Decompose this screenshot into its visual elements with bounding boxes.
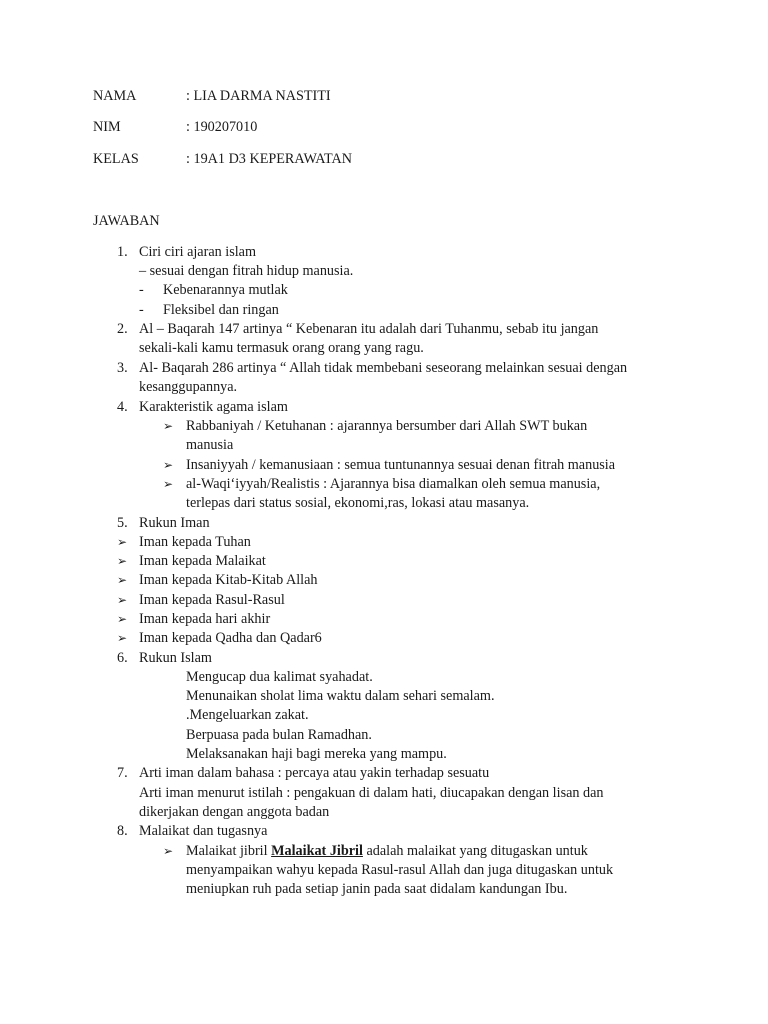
item1-line: – sesuai dengan fitrah hidup manusia. [139,263,354,279]
item-number: 4. [117,399,128,415]
arrow-bullet-icon: ➢ [163,419,174,433]
item8-line: meniupkan ruh pada setiap janin pada saat didalam kandungan Ibu. [186,881,568,897]
nama-label: NAMA [93,88,137,104]
item8-title: Malaikat dan tugasnya [139,823,268,839]
item4-bullet: Insaniyyah / kemanusiaan : semua tuntunannya sesuai denan fitrah manusia [186,457,616,473]
arrow-bullet-icon: ➢ [117,593,128,607]
item5-bullet: Iman kepada Qadha dan Qadar6 [139,630,322,646]
item5-bullet: Iman kepada Rasul-Rasul [139,592,285,608]
item5-bullet: Iman kepada hari akhir [139,611,271,627]
item6-line: Menunaikan sholat lima waktu dalam sehari semalam. [186,688,495,704]
item4-bullet: terlepas dari status sosial, ekonomi,ras, lokasi atau masanya. [186,495,530,511]
item-number: 5. [117,515,128,531]
arrow-bullet-icon: ➢ [117,631,128,645]
dash-marker: - [139,282,144,298]
item6-line: .Mengeluarkan zakat. [186,707,309,723]
item8-underlined-term: Malaikat Jibril [271,843,363,859]
item-number: 2. [117,321,128,337]
section-title: JAWABAN [93,213,160,229]
kelas-value: : 19A1 D3 KEPERAWATAN [186,151,352,167]
item8-text: Malaikat jibril [186,843,272,859]
item6-line: Berpuasa pada bulan Ramadhan. [186,727,372,743]
dash-marker: - [139,302,144,318]
item1-sub: Kebenarannya mutlak [163,282,288,298]
nim-label: NIM [93,119,121,135]
item5-bullet: Iman kepada Kitab-Kitab Allah [139,572,318,588]
item1-sub: Fleksibel dan ringan [163,302,279,318]
item-number: 6. [117,650,128,666]
item7-line: Arti iman dalam bahasa : percaya atau yakin terhadap sesuatu [139,765,490,781]
item4-bullet: Rabbaniyah / Ketuhanan : ajarannya bersumber dari Allah SWT bukan [186,418,588,434]
item6-line: Melaksanakan haji bagi mereka yang mampu. [186,746,447,762]
arrow-bullet-icon: ➢ [163,844,174,858]
item8-bullet-line [186,842,588,861]
arrow-bullet-icon: ➢ [163,477,174,491]
item5-bullet: Iman kepada Malaikat [139,553,266,569]
item1-title: Ciri ciri ajaran islam [139,244,257,260]
item2-line: Al – Baqarah 147 artinya “ Kebenaran itu adalah dari Tuhanmu, sebab itu jangan [139,321,599,337]
item3-line: Al- Baqarah 286 artinya “ Allah tidak membebani seseorang melainkan sesuai dengan [139,360,628,376]
kelas-label: KELAS [93,151,139,167]
nama-value: : LIA DARMA NASTITI [186,88,331,104]
arrow-bullet-icon: ➢ [117,535,128,549]
item8-line: menyampaikan wahyu kepada Rasul-rasul Allah dan juga ditugaskan untuk [186,862,614,878]
item7-line: dikerjakan dengan anggota badan [139,804,330,820]
item4-title: Karakteristik agama islam [139,399,288,415]
item6-line: Mengucap dua kalimat syahadat. [186,669,373,685]
item7-line: Arti iman menurut istilah : pengakuan di dalam hati, diucapakan dengan lisan dan [139,785,604,801]
arrow-bullet-icon: ➢ [117,612,128,626]
nim-value: : 190207010 [186,119,258,135]
item5-title: Rukun Iman [139,515,210,531]
item4-bullet: manusia [186,437,234,453]
item-number: 8. [117,823,128,839]
item-number: 1. [117,244,128,260]
item3-line: kesanggupannya. [139,379,238,395]
item8-text: adalah malaikat yang ditugaskan untuk [362,843,588,859]
arrow-bullet-icon: ➢ [163,458,174,472]
item-number: 3. [117,360,128,376]
arrow-bullet-icon: ➢ [117,573,128,587]
item4-bullet: al-Waqi‘iyyah/Realistis : Ajarannya bisa diamalkan oleh semua manusia, [186,476,601,492]
arrow-bullet-icon: ➢ [117,554,128,568]
item-number: 7. [117,765,128,781]
item5-bullet: Iman kepada Tuhan [139,534,251,550]
item6-title: Rukun Islam [139,650,212,666]
item2-line: sekali-kali kamu termasuk orang orang yang ragu. [139,340,424,356]
